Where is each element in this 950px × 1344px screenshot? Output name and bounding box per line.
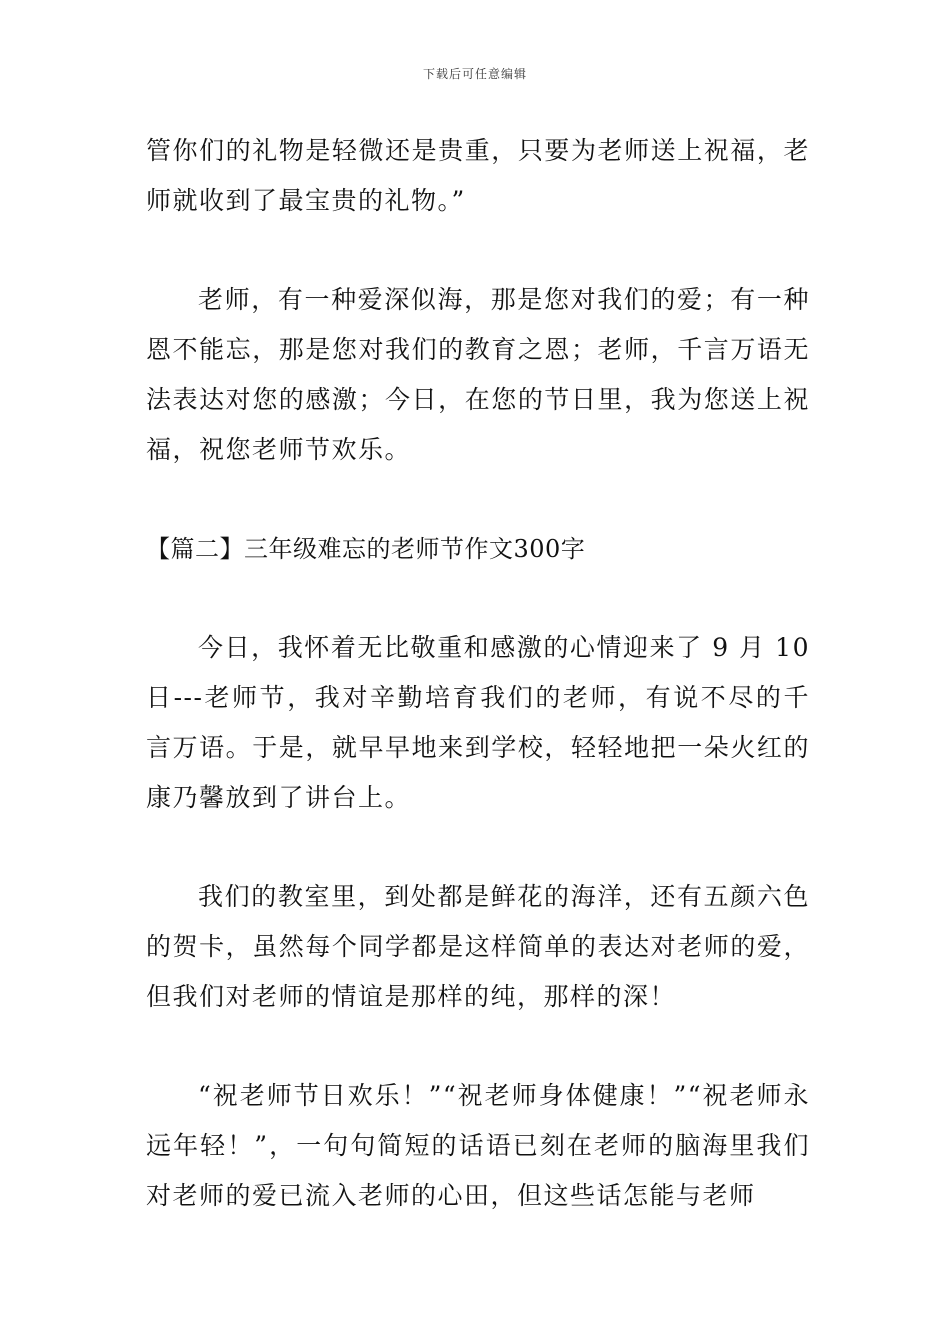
paragraph-continuation: 管你们的礼物是轻微还是贵重，只要为老师送上祝福，老师就收到了最宝贵的礼物。”	[146, 136, 810, 215]
paragraph-classroom-flowers: 我们的教室里，到处都是鲜花的海洋，还有五颜六色的贺卡，虽然每个同学都是这样简单的表达对老师的爱，但我们对老师的情谊是那样的纯，那样的深！	[146, 882, 810, 1011]
paragraph-wishes: “祝老师节日欢乐！”“祝老师身体健康！”“祝老师永远年轻！”，一句句简短的话语已刻在老师的脑海里我们对老师的爱已流入老师的心田，但这些话怎能与老师	[146, 1081, 810, 1210]
page-header: 下载后可任意编辑	[422, 67, 527, 81]
paragraph-teacher-love: 老师，有一种爱深似海，那是您对我们的爱；有一种恩不能忘，那是您对我们的教育之恩；老师，千言万语无法表达对您的感激；今日，在您的节日里，我为您送上祝福，祝您老师节欢乐。	[146, 285, 810, 464]
paragraph-teachers-day-morning: 今日，我怀着无比敬重和感激的心情迎来了 9 月 10 日---老师节，我对辛勤培育我们的老师，有说不尽的千言万语。于是，就早早地来到学校，轻轻地把一朵火红的康乃馨放到了讲台上。	[146, 633, 810, 812]
document-body	[146, 126, 810, 1221]
section-heading: 【篇二】三年级难忘的老师节作文300字	[146, 535, 586, 563]
